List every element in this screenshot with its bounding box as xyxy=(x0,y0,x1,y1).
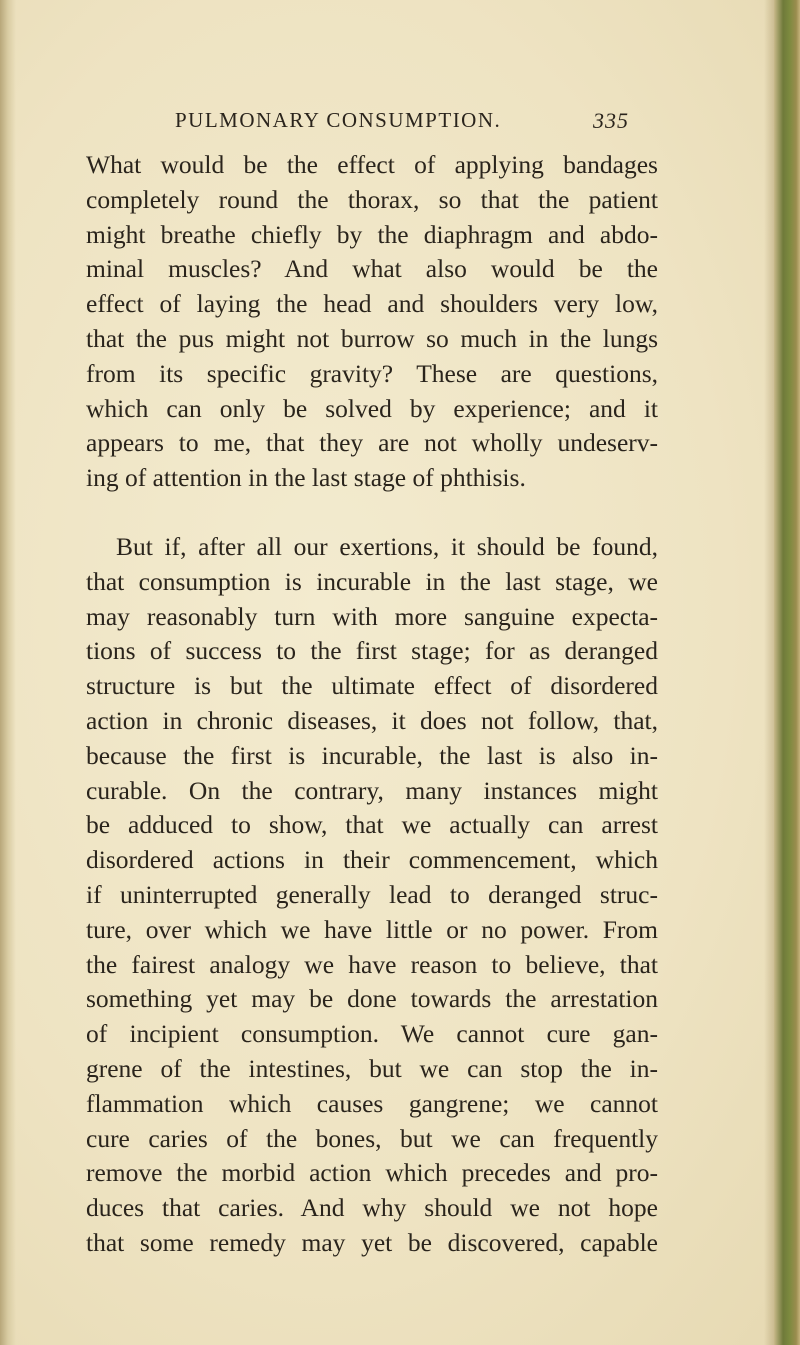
text-line: from its specific gravity? These are questions, xyxy=(86,358,658,388)
text-line: ing of attention in the last stage of phthisis. xyxy=(86,463,526,493)
text-line: flammation which causes gangrene; we cannot xyxy=(86,1088,658,1118)
page-left-edge xyxy=(0,0,16,1345)
text-line: ture, over which we have little or no power. From xyxy=(86,914,658,944)
text-line: What would be the effect of applying bandages xyxy=(86,150,658,179)
text-line: that the pus might not burrow so much in the lungs xyxy=(86,323,658,353)
text-line: if uninterrupted generally lead to deranged struc- xyxy=(86,879,658,909)
text-line: disordered actions in their commencement, which xyxy=(86,845,658,875)
text-line: effect of laying the head and shoulders very low, xyxy=(86,289,658,319)
text-line: structure is but the ultimate effect of disordered xyxy=(86,671,658,701)
text-line: remove the morbid action which precedes and pro- xyxy=(86,1158,658,1188)
text-line: of incipient consumption. We cannot cure gan- xyxy=(86,1019,658,1049)
text-line: be adduced to show, that we actually can arrest xyxy=(86,810,658,840)
text-line: minal muscles? And what also would be the xyxy=(86,254,658,284)
text-line: grene of the intestines, but we can stop the in- xyxy=(86,1053,658,1083)
text-line: tions of success to the first stage; for as deranged xyxy=(86,636,658,666)
page-number: 335 xyxy=(593,108,629,133)
page-gutter-shadow xyxy=(764,0,774,1345)
text-line: something yet may be done towards the arrestation xyxy=(86,984,658,1014)
text-line: that consumption is incurable in the last stage, we xyxy=(86,566,658,596)
body-text xyxy=(86,148,658,1261)
text-line: cure caries of the bones, but we can frequently xyxy=(86,1123,658,1153)
page-header xyxy=(175,108,635,138)
text-line: appears to me, that they are not wholly undeserv- xyxy=(86,428,658,458)
paragraph-2 xyxy=(86,530,658,1261)
book-binding-edge xyxy=(774,0,800,1345)
text-line: because the first is incurable, the last is also in- xyxy=(86,740,658,770)
text-line: that some remedy may yet be discovered, capable xyxy=(86,1227,658,1257)
text-line: the fairest analogy we have reason to believe, that xyxy=(86,949,658,979)
text-line: action in chronic diseases, it does not follow, that, xyxy=(86,705,658,735)
text-line: duces that caries. And why should we not hope xyxy=(86,1193,658,1223)
text-line: completely round the thorax, so that the patient xyxy=(86,184,658,214)
text-line: which can only be solved by experience; and it xyxy=(86,393,658,423)
text-line: But if, after all our exertions, it should be found, xyxy=(116,531,658,561)
paragraph-1 xyxy=(86,148,658,496)
text-line: curable. On the contrary, many instances might xyxy=(86,775,658,805)
paragraph-gap xyxy=(86,496,658,530)
text-line: might breathe chiefly by the diaphragm and abdo- xyxy=(86,219,658,249)
text-line: may reasonably turn with more sanguine expecta- xyxy=(86,601,658,631)
running-title: PULMONARY CONSUMPTION. xyxy=(175,108,502,132)
